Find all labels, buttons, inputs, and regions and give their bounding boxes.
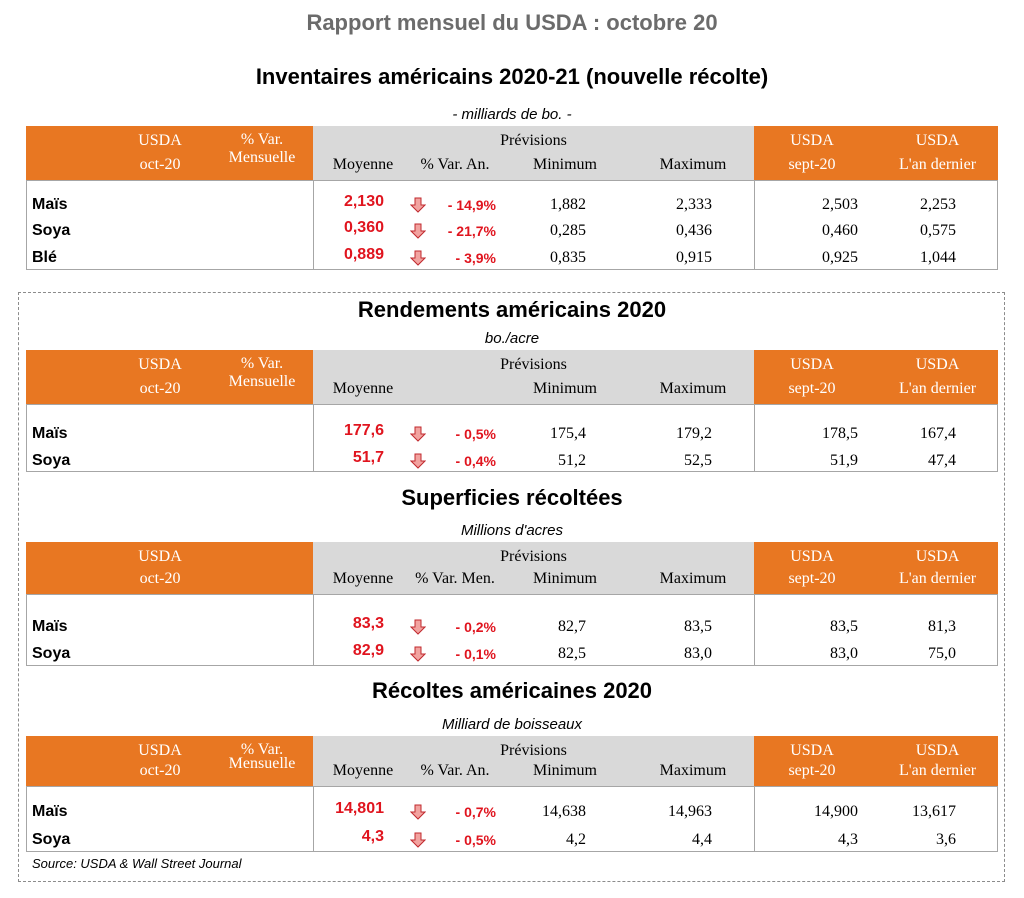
- section-unit: bo./acre: [484, 330, 540, 347]
- value-sept: 14,900: [814, 803, 858, 820]
- header-usda: USDA: [138, 132, 182, 149]
- header-previsions: Prévisions: [500, 356, 567, 373]
- header-minimum: Minimum: [532, 762, 597, 779]
- value-moyenne: 51,7: [352, 449, 384, 466]
- value-moyenne: 14,801: [335, 800, 384, 817]
- value-variation: - 0,5%: [455, 426, 496, 442]
- value-minimum: 51,2: [558, 452, 586, 469]
- section-title: Rendements américains 2020: [357, 297, 667, 322]
- value-sept: 4,3: [838, 831, 858, 848]
- header-moyenne: Moyenne: [332, 380, 394, 397]
- header-var-mensuelle: Mensuelle: [228, 755, 296, 772]
- value-minimum: 14,638: [542, 803, 586, 820]
- value-sept: 0,460: [822, 222, 858, 239]
- header-var-an: % Var. An.: [420, 156, 490, 173]
- value-variation: - 0,2%: [455, 619, 496, 635]
- value-minimum: 0,835: [550, 249, 586, 266]
- section-unit: Millions d'acres: [460, 522, 564, 539]
- header-usda-last: USDA: [915, 356, 960, 373]
- header-previsions: Prévisions: [500, 132, 567, 149]
- row-label: Soya: [32, 452, 71, 469]
- section-unit: Milliard de boisseaux: [441, 716, 583, 733]
- value-variation: - 3,9%: [455, 250, 496, 266]
- value-sept: 51,9: [830, 452, 858, 469]
- value-moyenne: 4,3: [361, 828, 384, 845]
- header-usda-sept: USDA: [790, 742, 834, 759]
- header-usda: USDA: [138, 548, 182, 565]
- header-usda: USDA: [138, 356, 182, 373]
- header-usda-sept: USDA: [790, 356, 834, 373]
- header-moyenne: Moyenne: [332, 762, 394, 779]
- row-label: Maïs: [32, 618, 68, 635]
- value-sept: 83,5: [830, 618, 858, 635]
- row-label: Soya: [32, 831, 71, 848]
- value-last-year: 0,575: [920, 222, 956, 239]
- value-sept: 0,925: [822, 249, 858, 266]
- value-sept: 83,0: [830, 645, 858, 662]
- header-oct: oct-20: [139, 156, 181, 173]
- value-maximum: 0,436: [676, 222, 712, 239]
- header-sept: sept-20: [788, 156, 836, 173]
- header-sept: sept-20: [788, 380, 836, 397]
- header-var: % Var.: [240, 741, 284, 758]
- row-label: Maïs: [32, 425, 68, 442]
- header-var-an: % Var. An.: [420, 762, 490, 779]
- value-minimum: 82,7: [558, 618, 586, 635]
- header-moyenne: Moyenne: [332, 570, 394, 587]
- value-moyenne: 177,6: [343, 422, 384, 439]
- header-previsions: Prévisions: [500, 548, 567, 565]
- value-variation: - 0,7%: [455, 804, 496, 820]
- section-title: Superficies récoltées: [401, 485, 623, 510]
- header-last-year: L'an dernier: [898, 380, 977, 397]
- value-variation: - 0,5%: [455, 832, 496, 848]
- header-var-mensuelle: Mensuelle: [228, 373, 296, 390]
- value-variation: - 0,1%: [455, 646, 496, 662]
- header-last-year: L'an dernier: [898, 762, 977, 779]
- value-maximum: 14,963: [668, 803, 712, 820]
- header-usda-last: USDA: [915, 132, 960, 149]
- value-sept: 2,503: [822, 196, 858, 213]
- header-sept: sept-20: [788, 762, 836, 779]
- value-maximum: 83,0: [684, 645, 712, 662]
- row-label: Blé: [32, 249, 57, 266]
- section-title: Récoltes américaines 2020: [371, 678, 653, 703]
- value-last-year: 13,617: [912, 803, 956, 820]
- value-minimum: 4,2: [566, 831, 586, 848]
- value-variation: - 0,4%: [455, 453, 496, 469]
- header-maximum: Maximum: [659, 380, 727, 397]
- value-last-year: 81,3: [928, 618, 956, 635]
- value-maximum: 83,5: [684, 618, 712, 635]
- header-var: % Var.: [240, 355, 284, 372]
- value-last-year: 1,044: [920, 249, 956, 266]
- value-last-year: 3,6: [936, 831, 956, 848]
- row-label: Maïs: [32, 196, 68, 213]
- value-moyenne: 82,9: [352, 642, 384, 659]
- value-maximum: 0,915: [676, 249, 712, 266]
- header-minimum: Minimum: [532, 380, 597, 397]
- value-maximum: 52,5: [684, 452, 712, 469]
- value-moyenne: 0,889: [343, 246, 384, 263]
- value-maximum: 4,4: [692, 831, 712, 848]
- section-title: Inventaires américains 2020-21 (nouvelle récolte): [255, 64, 769, 89]
- header-oct: oct-20: [139, 570, 181, 587]
- value-last-year: 75,0: [928, 645, 956, 662]
- value-maximum: 179,2: [676, 425, 712, 442]
- value-maximum: 2,333: [676, 196, 712, 213]
- value-moyenne: 83,3: [352, 615, 384, 632]
- header-sept: sept-20: [788, 570, 836, 587]
- header-oct: oct-20: [139, 380, 181, 397]
- row-label: Soya: [32, 222, 71, 239]
- header-usda-sept: USDA: [790, 132, 834, 149]
- header-maximum: Maximum: [659, 156, 727, 173]
- header-usda: USDA: [138, 742, 182, 759]
- source-note: Source: USDA & Wall Street Journal: [32, 856, 242, 871]
- header-minimum: Minimum: [532, 156, 597, 173]
- value-minimum: 82,5: [558, 645, 586, 662]
- value-last-year: 167,4: [920, 425, 956, 442]
- value-minimum: 0,285: [550, 222, 586, 239]
- header-usda-sept: USDA: [790, 548, 834, 565]
- value-last-year: 2,253: [920, 196, 956, 213]
- value-last-year: 47,4: [928, 452, 956, 469]
- header-var-mensuelle: Mensuelle: [228, 149, 296, 166]
- header-var-an: % Var. Men.: [415, 570, 495, 587]
- header-maximum: Maximum: [659, 570, 727, 587]
- value-moyenne: 2,130: [343, 193, 384, 210]
- header-previsions: Prévisions: [500, 742, 567, 759]
- header-moyenne: Moyenne: [332, 156, 394, 173]
- value-minimum: 1,882: [550, 196, 586, 213]
- header-last-year: L'an dernier: [898, 156, 977, 173]
- report-title: Rapport mensuel du USDA : octobre 20: [306, 10, 718, 35]
- header-usda-last: USDA: [915, 548, 960, 565]
- header-last-year: L'an dernier: [898, 570, 977, 587]
- divider-right: [754, 180, 755, 270]
- row-label: Soya: [32, 645, 71, 662]
- divider-right: [754, 594, 755, 666]
- divider-right: [754, 786, 755, 852]
- value-moyenne: 0,360: [343, 219, 384, 236]
- section-unit: - milliards de bo. -: [452, 106, 572, 123]
- header-oct: oct-20: [139, 762, 181, 779]
- value-variation: - 21,7%: [447, 223, 496, 239]
- value-variation: - 14,9%: [447, 197, 496, 213]
- divider-right: [754, 404, 755, 472]
- row-label: Maïs: [32, 803, 68, 820]
- value-minimum: 175,4: [550, 425, 586, 442]
- header-usda-last: USDA: [915, 742, 960, 759]
- header-maximum: Maximum: [659, 762, 727, 779]
- header-var: % Var.: [240, 131, 284, 148]
- value-sept: 178,5: [822, 425, 858, 442]
- header-minimum: Minimum: [532, 570, 597, 587]
